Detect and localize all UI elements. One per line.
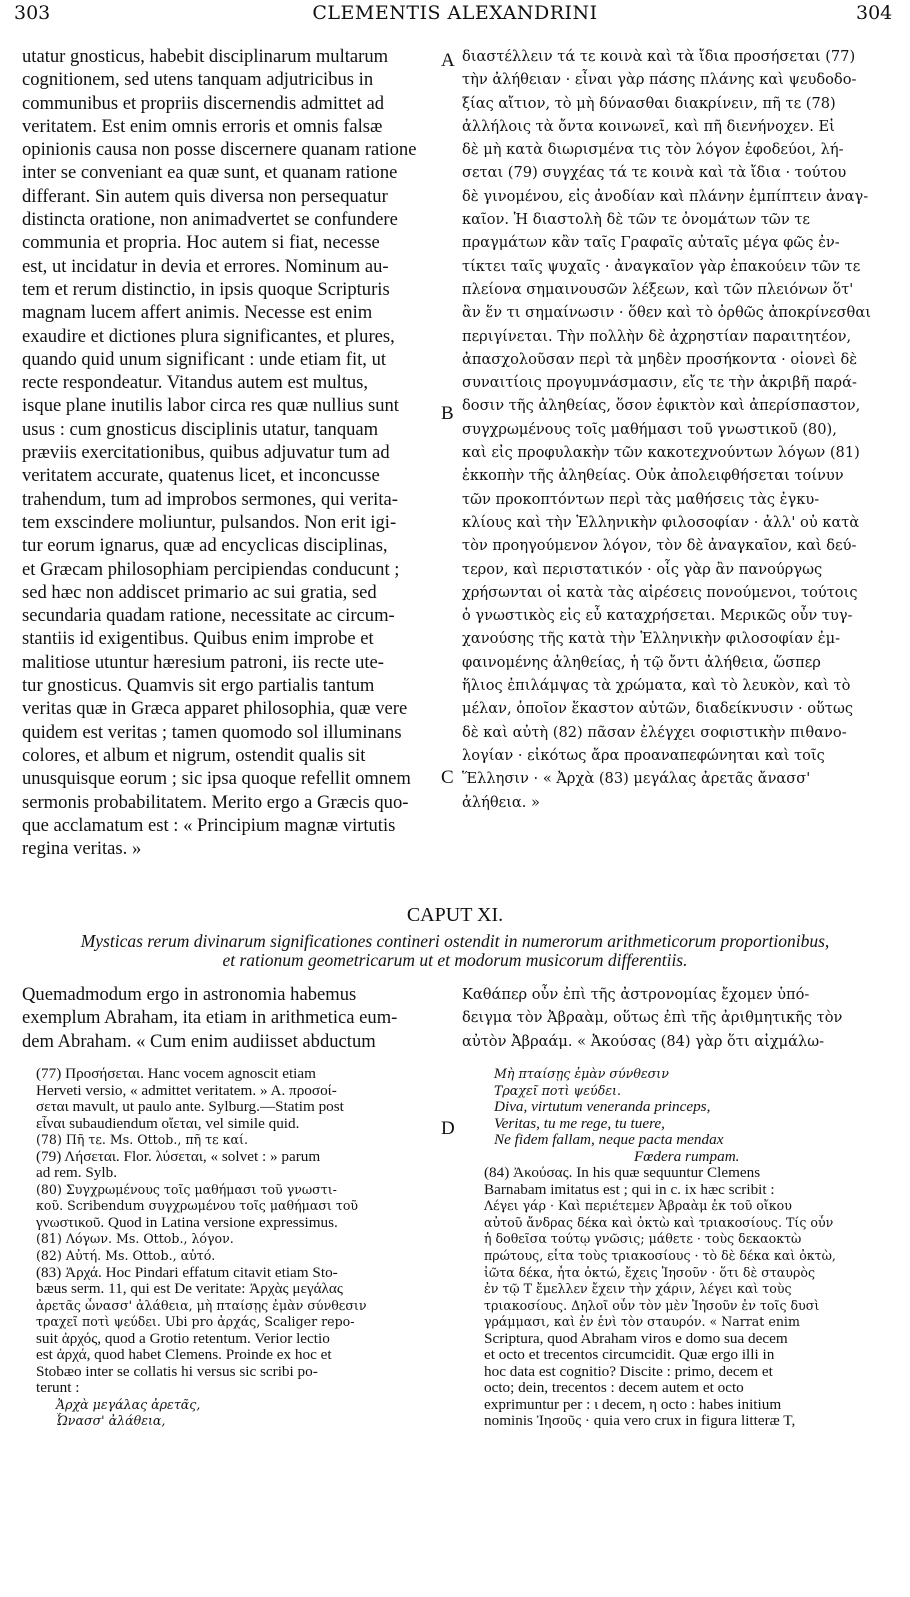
footnote-line: (82) Αὐτή. Ms. Ottob., αὐτό. bbox=[36, 1248, 216, 1264]
footnote-line: (83) Ἀρχά. Hoc Pindari effatum citavit etiam Sto- bbox=[36, 1264, 338, 1281]
latin-text-line: præviis exercitationibus, quibus adjuvatur tum ad bbox=[22, 442, 390, 464]
greek-text-line: δὲ μὴ κατὰ διωρισμένα τις τὸν λόγον ἐφοδεύοι, λή- bbox=[462, 141, 844, 159]
latin-text-line: malitiose utuntur hæresium patroni, iis recte ute- bbox=[22, 651, 384, 673]
footnote-line: terunt : bbox=[36, 1380, 80, 1397]
footnote-line: exprimuntur per : ι decem, η octo : habes initium bbox=[484, 1396, 782, 1413]
margin-marker-b: B bbox=[441, 403, 454, 424]
footnote-line: (84) Ἀκούσας. In his quæ sequuntur Clemens bbox=[484, 1165, 761, 1182]
greek-text-line: διαστέλλειν τά τε κοινὰ καὶ τὰ ἴδια προσήσεται (77) bbox=[462, 48, 856, 65]
latin-text-line: communia et propria. Hoc autem si fiat, necesse bbox=[22, 232, 380, 254]
chapter-subtitle-line-2: et rationum geometricarum ut et modorum musicorum differentiis. bbox=[222, 951, 688, 970]
latin-text-line: Quemadmodum ergo in astronomia habemus bbox=[22, 984, 357, 1005]
latin-text-line: isque plane inutilis labor circa res quæ nullius sunt bbox=[22, 395, 399, 417]
latin-text-line: differant. Sin autem quis diversa non persequatur bbox=[22, 185, 388, 207]
latin-text-line: cognitionem, sed utens tanquam adjutricibus in bbox=[22, 69, 374, 91]
latin-text-line: sermonis probabilitatem. Merito ergo a Græcis quo- bbox=[22, 791, 409, 813]
footnote-line: ἡ δοθεῖσα τούτῳ γνῶσις; μάθετε · τοὺς δεκαοκτὼ bbox=[484, 1231, 802, 1247]
greek-text-line: περιγίνεται. Τὴν πολλὴν δὲ ἀχρηστίαν παραιτητέον, bbox=[462, 327, 852, 345]
margin-marker-d: D bbox=[441, 1118, 455, 1139]
greek-text-line: ἀπασχολοῦσαν περὶ τὰ μηδὲν προσήκοντα · οἱονεὶ δὲ bbox=[462, 350, 858, 368]
footnote-line: (77) Προσήσεται. Hanc vocem agnoscit etiam bbox=[36, 1066, 316, 1082]
greek-text-line: αὐτὸν Ἀβραάμ. « Ἀκούσας (84) γὰρ ὅτι αἰχμάλω- bbox=[462, 1032, 825, 1050]
footnote-line: τριακοσίους. Δηλοῖ οὖν τὸν μὲν Ἰησοῦν ἐν τοῖς δυσὶ bbox=[484, 1297, 820, 1313]
latin-column-bottom bbox=[22, 983, 436, 1053]
greek-text-line: τίκτει ταῖς ψυχαῖς · ἀναγκαῖον γὰρ ἐπακούειν τῶν τε bbox=[462, 257, 861, 275]
footnotes-right-column bbox=[484, 1066, 887, 1430]
greek-text-line: καῖον. Ἡ διαστολὴ δὲ τῶν τε ὀνομάτων τῶν τε bbox=[462, 211, 810, 229]
footnote-line: et octo et trecentos circumcidit. Quæ ergo illi in bbox=[484, 1347, 775, 1364]
footnote-line: (81) Λόγων. Ms. Ottob., λόγον. bbox=[36, 1231, 234, 1247]
footnote-line: γνωστικοῦ. Quod in Latina versione expressimus. bbox=[36, 1214, 338, 1231]
greek-text-line: τὸν προηγούμενον λόγον, τὸν δὲ ἀναγκαῖον, καὶ δεύ- bbox=[462, 537, 857, 555]
greek-text-line: χανούσης τῆς κατὰ τὴν Ἑλληνικὴν φιλοσοφίαν ἐμ- bbox=[462, 630, 841, 648]
latin-text-line: secundaria quadam ratione, necessitate ac circum- bbox=[22, 605, 395, 627]
footnote-line: Ne fidem fallam, neque pacta mendax bbox=[494, 1132, 724, 1149]
footnote-line: ἰῶτα δέκα, ἦτα ὀκτώ, ἔχεις Ἰησοῦν · ὅτι δὲ σταυρὸς bbox=[484, 1264, 815, 1280]
greek-text-line: πραγμάτων κἂν ταῖς Γραφαῖς αὐταῖς μέγα φῶς ἐν- bbox=[462, 234, 840, 252]
latin-text-line: tur eorum ignarus, quæ ad encyclicas disciplinas, bbox=[22, 535, 388, 557]
footnote-line: εἶναι subaudiendum οἴεται, vel simile quid. bbox=[36, 1115, 300, 1132]
greek-text-line: ξίας αἴτιον, τὸ μὴ δύνασθαι διακρίνειν, πῆ τε (78) bbox=[462, 94, 836, 112]
greek-column-top bbox=[462, 45, 887, 814]
latin-text-line: quidem est veritas ; tamen quomodo sol illuminans bbox=[22, 721, 402, 743]
greek-text-line: συγχρωμένους τοῖς μαθήμασι τοῦ γνωστικοῦ (80), bbox=[462, 420, 837, 438]
footnote-line: Herveti versio, « admittet veritatem. » A. προσοί- bbox=[36, 1082, 337, 1099]
greek-text-line: ἥλιος ἐπιλάμψας τὰ χρώματα, καὶ τὸ λευκὸν, καὶ τὸ bbox=[462, 677, 851, 695]
latin-text-line: veritas quæ in Græca apparet philosophia, quæ vere bbox=[22, 698, 408, 720]
footnote-line: Fœdera rumpam. bbox=[634, 1148, 740, 1165]
greek-text-line: ἐκκοπὴν τῆς ἀληθείας. Οὐκ ἀπολειφθήσεται τοίνυν bbox=[462, 467, 844, 485]
margin-marker-c: C bbox=[441, 767, 454, 788]
latin-column-top bbox=[22, 45, 436, 860]
latin-text-line: opinionis causa non posse discernere quanam ratione bbox=[22, 139, 417, 161]
footnotes-left-column bbox=[36, 1066, 436, 1430]
latin-text-line: est, ut incidatur in devia et errores. Nominum au- bbox=[22, 255, 389, 277]
latin-text-line: et Græcam philosophiam percipiendas conducunt ; bbox=[22, 558, 400, 580]
latin-text-line: exaudire et dictiones plura significantes, et plures, bbox=[22, 325, 395, 347]
latin-text-line: recte respondeatur. Vitandus autem est multus, bbox=[22, 372, 369, 394]
footnote-line: τραχεῖ ποτὶ ψεύδει. Ubi pro ἀρχάς, Scaliger repo- bbox=[36, 1314, 355, 1330]
greek-text-line: τὴν ἀλήθειαν · εἶναι γὰρ πάσης πλάνης καὶ ψευδοδο- bbox=[462, 71, 857, 89]
footnote-line: Λέγει γάρ · Καὶ περιέτεμεν Ἀβραὰμ ἐκ τοῦ οἴκου bbox=[484, 1198, 792, 1214]
latin-text-line: quando quid unum significant : unde etiam fit, ut bbox=[22, 348, 387, 370]
latin-text-line: stantiis id exigentibus. Quibus enim improbe et bbox=[22, 628, 374, 650]
greek-column-bottom bbox=[462, 983, 887, 1053]
footnote-line: Veritas, tu me rege, tu tuere, bbox=[494, 1115, 665, 1132]
latin-text-line: veritatem. Est enim omnis erroris et omnis falsæ bbox=[22, 115, 383, 137]
footnote-line: Diva, virtutum veneranda princeps, bbox=[494, 1099, 711, 1116]
greek-text-line: δειγμα τὸν Ἀβραὰμ, οὕτως ἐπὶ τῆς ἀριθμητικῆς τὸν bbox=[462, 1009, 843, 1027]
chapter-title: CAPUT XI. bbox=[406, 904, 504, 926]
latin-text-line: unusquisque eorum ; sic ipsa quoque refellit omnem bbox=[22, 768, 411, 790]
left-page-number: 303 bbox=[14, 2, 51, 24]
footnote-line: πρώτους, εἶτα τοὺς τριακοσίους · τὸ δὲ δέκα καὶ ὀκτὼ, bbox=[484, 1248, 836, 1264]
footnote-line: Scriptura, quod Abraham viros e domo sua decem bbox=[484, 1330, 788, 1347]
greek-text-line: καὶ εἰς προφυλακὴν τῶν κακοτεχνούντων λόγων (81) bbox=[462, 444, 860, 462]
running-title: CLEMENTIS ALEXANDRINI bbox=[312, 2, 598, 24]
greek-text-line: χρήσωνται οἱ κατὰ τὰς αἱρέσεις πονούμενοι, τούτοις bbox=[462, 583, 858, 601]
right-page-number: 304 bbox=[856, 2, 893, 24]
latin-text-line: tem et rerum distinctio, in ipsis quoque Scripturis bbox=[22, 278, 390, 300]
footnote-line: octo; dein, trecentos : decem autem et octo bbox=[484, 1380, 744, 1397]
footnote-line: Ἀρχὰ μεγάλας ἀρετᾶς, bbox=[56, 1396, 201, 1412]
footnote-line: suit ἀρχός, quod a Grotio retentum. Verior lectio bbox=[36, 1330, 330, 1347]
latin-text-line: magnam lucem affert animis. Necesse est enim bbox=[22, 302, 373, 324]
greek-text-line: ἂν ἕν τι σημαίνωσιν · ὅθεν καὶ τὸ ὀρθῶς ἀποκρίνεσθαι bbox=[462, 304, 871, 322]
footnote-line: (80) Συγχρωμένους τοῖς μαθήμασι τοῦ γνωστι- bbox=[36, 1181, 337, 1197]
footnote-line: est ἀρχά, quod habet Clemens. Proinde ex hoc et bbox=[36, 1347, 332, 1364]
greek-text-line: δὲ γινομένου, εἰς ἀνοδίαν καὶ πλάνην ἐμπίπτειν ἀναγ- bbox=[462, 187, 869, 205]
footnote-line: (78) Πῆ τε. Ms. Ottob., πῆ τε καί. bbox=[36, 1132, 248, 1148]
footnote-line: σεται mavult, ut paulo ante. Sylburg.—Statim post bbox=[36, 1099, 344, 1116]
footnote-line: Τραχεῖ ποτὶ ψεύδει. bbox=[494, 1082, 621, 1098]
latin-text-line: usus : cum gnosticus disciplinis utatur, tanquam bbox=[22, 418, 379, 440]
latin-text-line: tem exscindere moliuntur, pulsandos. Non erit igi- bbox=[22, 511, 397, 533]
latin-text-line: veritatem accurate, quatenus licet, et inconcusse bbox=[22, 465, 380, 487]
greek-text-line: τερον, καὶ περιστατικόν · οἷς γὰρ ἂν πανούργως bbox=[462, 560, 823, 578]
footnote-line: Ὦνασσ' ἀλάθεια, bbox=[56, 1413, 166, 1429]
latin-text-line: que acclamatum est : « Principium magnæ virtutis bbox=[22, 814, 396, 836]
greek-text-line: ἀλήθεια. » bbox=[462, 793, 540, 811]
greek-text-line: δοσιν τῆς ἀληθείας, ὅσον ἐφικτὸν καὶ ἀπερίσπαστον, bbox=[462, 397, 861, 415]
greek-text-line: πλείονα σημαινουσῶν λέξεων, καὶ τῶν πλειόνων ὅτ' bbox=[462, 280, 854, 298]
greek-text-line: δὲ καὶ αὐτὴ (82) πᾶσαν ἐλέγχει σοφιστικὴν πιθανο- bbox=[462, 723, 847, 741]
latin-text-line: colores, et album et nigrum, ostendit qualis sit bbox=[22, 744, 366, 766]
greek-text-line: λογίαν · εἰκότως ἄρα προαναπεφώνηται καὶ τοῖς bbox=[462, 746, 825, 764]
greek-text-line: τῶν προκοπτόντων περὶ τὰς μαθήσεις τὰς ἐγκυ- bbox=[462, 490, 820, 508]
footnote-line: ἀρετᾶς ὦνασσ' ἀλάθεια, μὴ πταίσῃς ἐμὰν σύνθεσιν bbox=[36, 1297, 367, 1313]
greek-text-line: Ἕλλησιν · « Ἀρχὰ (83) μεγάλας ἀρετᾶς ἄνασσ' bbox=[462, 770, 811, 788]
greek-text-line: κλίους καὶ τὴν Ἑλληνικὴν φιλοσοφίαν · ἀλλ' οὐ κατὰ bbox=[462, 513, 860, 531]
greek-text-line: ἀλλήλοις τὰ ὄντα κοινωνεῖ, καὶ πῆ διενήνοχεν. Εἰ bbox=[462, 117, 835, 135]
latin-text-line: distincta oratione, non animadvertet se confundere bbox=[22, 209, 398, 231]
footnote-line: γράμμασι, καὶ ἐν ἑνὶ τὸν σταυρόν. « Narrat enim bbox=[484, 1314, 800, 1330]
latin-text-line: trahendum, tum ad improbos sermones, qui verita- bbox=[22, 488, 398, 510]
footnote-line: hoc data est cognitio? Discite : primo, decem et bbox=[484, 1363, 773, 1380]
footnote-line: Barnabam imitatus est ; qui in c. ix hæc scribit : bbox=[484, 1181, 775, 1198]
latin-text-line: regina veritas. » bbox=[22, 838, 142, 860]
greek-text-line: ὁ γνωστικὸς εἰς εὖ καταχρήσεται. Μερικῶς οὖν τυγ- bbox=[462, 607, 853, 625]
latin-text-line: inter se conveniant ea quæ sunt, et quanam ratione bbox=[22, 162, 398, 184]
latin-text-line: utatur gnosticus, habebit disciplinarum multarum bbox=[22, 46, 389, 67]
footnote-line: κοῦ. Scribendum συγχρωμένου τοῖς μαθήμασι τοῦ bbox=[36, 1198, 359, 1214]
latin-text-line: tur gnosticus. Quamvis sit ergo partialis tantum bbox=[22, 675, 375, 697]
margin-marker-a: A bbox=[441, 50, 455, 71]
footnote-line: bæus serm. 11, qui est De veritate: Ἀρχὰς μεγάλας bbox=[36, 1281, 343, 1298]
footnote-line: Stobæo inter se collatis hi versus sic scribi po- bbox=[36, 1363, 318, 1380]
footnote-line: nominis Ἰησοῦς · quia vero crux in figura litteræ T, bbox=[484, 1413, 796, 1430]
footnote-line: Μὴ πταίσῃς ἐμὰν σύνθεσιν bbox=[494, 1066, 669, 1081]
footnote-line: (79) Λήσεται. Flor. λύσεται, « solvet : » parum bbox=[36, 1148, 321, 1165]
greek-text-line: μέλαν, ὁποῖον ἕκαστον αὐτῶν, διαδείκνυσιν · οὕτως bbox=[462, 700, 854, 718]
latin-text-line: dem Abraham. « Cum enim audiisset abductum bbox=[22, 1030, 376, 1052]
chapter-subtitle-line-1: Mysticas rerum divinarum significationes contineri ostendit in numerorum arithmeticorum proportionibus, bbox=[80, 932, 830, 951]
greek-text-line: σεται (79) συγχέας τά τε κοινὰ καὶ τὰ ἴδια · τούτου bbox=[462, 164, 847, 182]
greek-text-line: Καθάπερ οὖν ἐπὶ τῆς ἀστρονομίας ἔχομεν ὑπό- bbox=[462, 986, 810, 1003]
greek-text-line: φαινομένης ἀληθείας, ἡ τῷ ὄντι ἀλήθεια, ὥσπερ bbox=[462, 653, 821, 671]
footnote-line: ἐν τῷ Τ ἔμελλεν ἔχειν τὴν χάριν, λέγει καὶ τοὺς bbox=[484, 1281, 792, 1297]
latin-text-line: sed hæc non addiscet primario ac sui gratia, sed bbox=[22, 581, 377, 603]
footnote-line: αὐτοῦ ἄνδρας δέκα καὶ ὀκτὼ καὶ τριακοσίους. Τίς οὖν bbox=[484, 1214, 834, 1230]
greek-text-line: συναιτίοις προγυμνάσμασιν, εἴς τε τὴν ἀκριβῆ παρά- bbox=[462, 374, 857, 392]
latin-text-line: communibus et propriis discernendis admittet ad bbox=[22, 92, 384, 114]
footnote-line: ad rem. Sylb. bbox=[36, 1165, 117, 1182]
latin-text-line: exemplum Abraham, ita etiam in arithmetica eum- bbox=[22, 1007, 398, 1029]
